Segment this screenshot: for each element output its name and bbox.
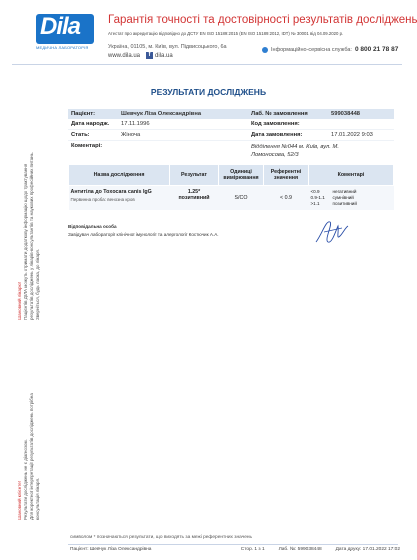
patient-name: Шевчук Ліза Олександрівна [121, 111, 202, 117]
patient-label: Пацієнт: [71, 111, 96, 117]
address: Україна, 01105, м. Київ, вул. Підвисоцького, 6а [108, 44, 227, 50]
patient-block [68, 109, 394, 163]
header-title: Гарантія точності та достовірності результатів досліджень [108, 14, 417, 26]
footer-right [241, 547, 400, 552]
side-note-doctor [17, 152, 41, 320]
side-warning-doctor: Шановний лікарю! [17, 281, 22, 320]
website-link[interactable]: www.dila.ua [108, 52, 141, 59]
dob-row [68, 119, 394, 130]
side-text-doctor-1: Пацієнтів ДІЛА можуть отримати додаткову інформацію щодо трактування [23, 163, 28, 320]
date-label: Дата замовлення: [251, 132, 303, 138]
info-service [262, 46, 398, 53]
header-divider [12, 64, 402, 65]
test-material: Первинна проба: венозна кров [70, 197, 135, 202]
comment-line [311, 201, 392, 207]
side-text-doctor-2: результатів досліджень у лікарів-консультантів та наукових професійних питань. [29, 151, 34, 320]
side-warning-client: Шановний клієнте! [17, 481, 22, 520]
comments-row [68, 141, 394, 163]
results-table [68, 164, 394, 210]
logo-subtitle: МЕДИЧНА ЛАБОРАТОРІЯ [36, 45, 89, 50]
order-label: Лаб. № замовлення [251, 111, 308, 117]
comment-range: >1.1 [310, 201, 320, 206]
ref-cell: < 0.9 [264, 186, 309, 211]
responsible-label: Відповідальна особа [68, 224, 117, 229]
footer-page: Стор. 1 з 1 [240, 547, 265, 552]
code-label: Код замовлення: [251, 121, 300, 127]
col-result: Результат [170, 165, 219, 186]
footer-patient: Пацієнт: Шевчук Ліза Олександрівна [70, 547, 152, 552]
test-name: Антитіла до Toxocara canis IgG [70, 189, 152, 195]
page-title: РЕЗУЛЬТАТИ ДОСЛІДЖЕНЬ [150, 87, 267, 97]
table-row [69, 186, 394, 211]
facebook-icon: f [146, 52, 153, 59]
side-text-client-2: Для коректної інтерпретації результатів досліджень потрібна [29, 393, 34, 520]
order-number: 599038448 [331, 111, 361, 117]
phone-number[interactable]: 0 800 21 78 87 [354, 46, 399, 53]
footer-order: Лаб. №: 599038448 [278, 547, 322, 552]
patient-bar [68, 109, 394, 119]
footer [70, 547, 400, 552]
result-cell [170, 186, 219, 211]
comment-text: позитивний [332, 201, 357, 206]
col-ref: Референтні значення [264, 165, 309, 186]
col-name: Назва дослідження [69, 165, 170, 186]
logo-text: Dila [40, 13, 81, 40]
comments-cell [309, 186, 394, 211]
comments-label: Коментарі: [71, 143, 103, 149]
sex-label: Стать: [71, 132, 90, 138]
dob-value: 17.11.1996 [121, 121, 150, 127]
side-text-doctor-3: Зверніться, будь ласка, до лікаря. [35, 248, 40, 320]
branch-line-2: Ломоносова, 52/3 [251, 152, 299, 158]
sex-row [68, 130, 394, 141]
branch-info [251, 143, 339, 159]
info-label: Інформаційно-сервісна служба: [271, 46, 352, 53]
footer-divider [68, 544, 398, 545]
unit-cell: S/CO [219, 186, 264, 211]
test-cell [69, 186, 170, 211]
comment-range: 0.9-1.1 [310, 195, 325, 200]
comment-text: сумнівний [332, 195, 354, 200]
comment-text: негативний [332, 189, 357, 194]
result-text: позитивний [178, 195, 210, 201]
side-text-client-1: Результати досліджень не є діагнозом. [23, 439, 28, 520]
col-unit: Одиниці вимірювання [219, 165, 264, 186]
signature [312, 214, 352, 250]
branch-line-1: Відділення №044 м. Київ, вул. М. [251, 144, 339, 150]
side-text-client-3: консультація лікаря. [35, 477, 40, 520]
comment-range: <0.9 [310, 189, 320, 194]
accreditation-text: Атестат про акредитацію відповідно до ДСТУ EN ISO 15189:2015 (EN ISO 15189:2012, IDT) № 30001 від 04.09.2020 р. [108, 31, 344, 36]
result-value: 1.25* [187, 189, 201, 195]
sex-value: Жіноча [121, 132, 141, 138]
dob-label: Дата народж. [71, 121, 110, 127]
footer-note: символом * позначаються результати, що виходять за межі референтних значень [70, 535, 253, 540]
footer-printed: Дата друку: 17.01.2022 17:02 [335, 547, 400, 552]
facebook-link[interactable]: dila.ua [155, 52, 173, 59]
responsible-block [68, 223, 219, 238]
col-comments: Коментарі [309, 165, 394, 186]
side-note-client [17, 393, 41, 520]
date-value: 17.01.2022 9:03 [331, 132, 373, 138]
responsible-name: Завідувач лабораторії клінічної імунології та алергології Костючик А.А. [68, 231, 219, 237]
info-icon [262, 47, 268, 53]
web-links [108, 52, 173, 59]
